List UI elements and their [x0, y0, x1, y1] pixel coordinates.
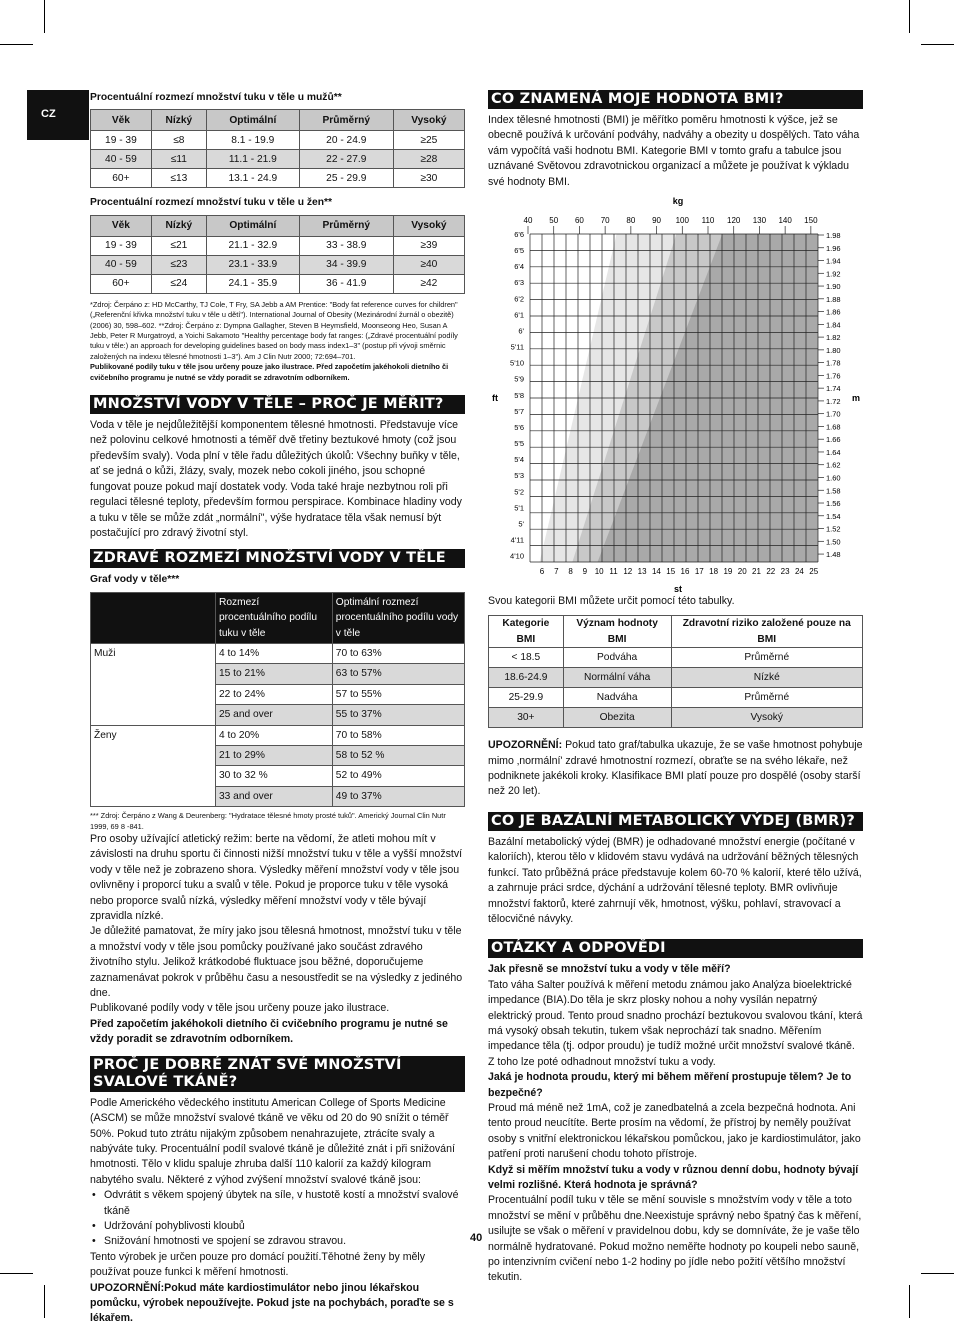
m-tick-label: 1.66 — [826, 435, 841, 445]
fat-sources-note — [90, 300, 465, 383]
faq-question-3: Když si měřím množství tuku a vody v různou denní dobu, hodnoty bývají velmi rozlišné. Která hodnota je správná? — [488, 1163, 859, 1191]
table-header: Nízký — [151, 110, 206, 131]
ft-tick-label: 5'5 — [514, 439, 524, 449]
faq-question-1: Jak přesně se množství tuku a vody v těle měří? — [488, 963, 731, 976]
table-cell: 60+ — [91, 169, 152, 188]
st-tick-label: 19 — [723, 567, 733, 577]
water-source-note: *** Zdroj: Čerpáno z Wang & Deurenberg: "Hydratace tělesné hmoty prosté tuků". Americký Journal Clin Nutr 1999, 69 8 -841. — [90, 811, 446, 831]
bmi-table-intro: Svou kategorii BMI můžete určit pomocí této tabulky. — [488, 595, 735, 608]
table-cell: Nízké — [671, 668, 862, 688]
m-tick-label: 1.98 — [826, 231, 841, 241]
table-row — [91, 169, 465, 188]
table-cell: 55 to 37% — [332, 705, 464, 725]
st-tick-label: 23 — [780, 567, 790, 577]
water-chart-subtitle: Graf vody v těle*** — [90, 574, 180, 586]
list-item: • Snižování hmotnosti ve spojení se zdravou stravou. — [104, 1234, 465, 1249]
kg-tick-label: 150 — [804, 216, 818, 226]
kg-tick-label: 120 — [727, 216, 741, 226]
tracking-paragraph: Je důležité pamatovat, že míry jako jsou tělesná hmotnost, množství tuku v těle a množství vody v těle jsou pomůcky používané jako součást zdravého životního stylu. Jelikož krátkodobé fluktuace jsou běžné, doporučujeme zaznamenávat pokrok v průběhu času a nesoustředit se na výsledky z jediného dne. — [90, 925, 463, 1000]
m-tick-label: 1.80 — [826, 345, 841, 355]
table-cell: 22 to 24% — [216, 684, 333, 704]
m-tick-label: 1.88 — [826, 294, 841, 304]
st-tick-label: 20 — [737, 567, 747, 577]
m-tick-label: 1.84 — [826, 320, 841, 330]
list-item: • Odvrátit s věkem spojený úbytek na síle, v hustotě kostí a množství svalové tkáně — [104, 1188, 465, 1219]
table-cell: 20 - 24.9 — [299, 131, 393, 150]
m-tick-label: 1.68 — [826, 422, 841, 432]
m-tick-label: 1.92 — [826, 269, 841, 279]
table-cell: ≤8 — [151, 131, 206, 150]
ft-tick-label: 6' — [518, 326, 524, 336]
fat-sources-text: *Zdroj: Čerpáno z: HD McCarthy, TJ Cole, T Fry, SA Jebb a AM Prentice: "Body fat reference curves for children" („Referenční křivka množství tuku v těle u dětí"). International Journal of Obesity (Mezinárodní žurnál o obezitě) (2006) 30, 598–602. **Zdroj: Čerpáno z: Dympna Gallagher, Steven B Heymsfield, Moonseong Heo, Susan A Jebb, Peter R Murgatroyd, a Yoichi Sakamoto "Healthy percentage body fat ranges: („Zdravé procentuální podíly tuku v těle:) an approach for developing guidelines based on body mass index1–3" (postup při vývoji směrnic založených na indexu tělesné hmotnosti 1–3"). Am J Clin Nutr 2000; 72:694–701. — [90, 299, 458, 361]
table-cell: ≥30 — [393, 169, 464, 188]
table-cell: ≤21 — [151, 236, 206, 255]
st-tick-label: 6 — [539, 567, 545, 577]
table-cell: 4 to 20% — [216, 725, 333, 745]
table-header: Optimální — [206, 110, 299, 131]
ft-tick-label: 5'9 — [514, 374, 524, 384]
table-header-row — [91, 592, 465, 643]
m-tick-label: 1.74 — [826, 384, 841, 394]
table-header: Optimální — [206, 215, 299, 236]
bmi-table — [488, 615, 863, 728]
kg-tick-label: 60 — [574, 216, 584, 226]
fat-disclaimer: Publikované podíly tuku v těle jsou určeny pouze jako ilustrace. Před započetím jakéhokoli dietního či cvičebního programu je nutné se vždy poradit se zdravotním odborníkem. — [90, 362, 449, 382]
faq-question-2: Jaká je hodnota proudu, který mi během měření prostupuje tělem? Je to bezpečné? — [488, 1071, 852, 1099]
kg-tick-label: 80 — [626, 216, 636, 226]
table-header: Věk — [91, 215, 152, 236]
table-header: Průměrný — [299, 110, 393, 131]
st-tick-label: 16 — [680, 567, 690, 577]
table-cell: ≥39 — [393, 236, 464, 255]
m-tick-label: 1.82 — [826, 333, 841, 343]
pacemaker-warning: Pokud máte kardiostimulátor nebo jinou lékařskou pomůcku, výrobek nepoužívejte. Pokud jste na pochybách, poraďte se s lékařem. — [90, 1281, 454, 1325]
st-tick-label: 18 — [709, 567, 719, 577]
crop-mark — [44, 1285, 45, 1318]
table-row — [489, 668, 863, 688]
st-tick-label: 14 — [651, 567, 661, 577]
table-row — [489, 708, 863, 728]
table-header-row — [489, 616, 863, 648]
crop-mark — [921, 1273, 954, 1274]
table-cell: 11.1 - 21.9 — [206, 150, 299, 169]
table-cell: 63 to 57% — [332, 664, 464, 684]
crop-mark — [909, 1285, 910, 1318]
table-header: Kategorie BMI — [489, 616, 564, 648]
ft-tick-label: 6'4 — [514, 262, 524, 272]
warning-label: UPOZORNĚNÍ: — [90, 1281, 165, 1294]
table-cell: 33 - 38.9 — [299, 236, 393, 255]
kg-tick-label: 40 — [523, 216, 533, 226]
table-cell: 19 - 39 — [91, 236, 152, 255]
water-disclaimer: Před započetím jakéhokoli dietního či cvičebního programu je nutné se vždy poradit se zdravotním odborníkem. — [90, 1017, 448, 1046]
crop-mark — [0, 1273, 33, 1274]
table-header: Vysoký — [393, 110, 464, 131]
bmi-heading: CO ZNAMENÁ MOJE HODNOTA BMI? — [488, 90, 863, 109]
st-tick-label: 15 — [666, 567, 676, 577]
bmr-heading: CO JE BAZÁLNÍ METABOLICKÝ VÝDEJ (BMR)? — [488, 812, 863, 831]
athlete-paragraph: Pro osoby užívající atletický režim: berte na vědomí, že atleti mohou mít v závislosti na druhu sportu či činnosti nižší množství tuku v těle a vyšší množství vody v těle než je zobrazeno shora. Výsledky měření množství vody v těle jsou ovlivněny i proporcí tuku a svalů v těle. Pokud je proporce tuku v těle vysoká nebo proporce svalů nízká, výsledky měření množství vody v těle bývají zpravidla nízké. — [90, 833, 463, 923]
table-cell: 40 - 59 — [91, 255, 152, 274]
faq-answer-2: Proud má méně než 1mA, což je zanedbatelná a zcela bezpečná hodnota. Ani tento proud neucítíte. Berte prosím na vědomí, že přístroj by neměly používat osoby s vnitřní elektronickou lékařskou pomůckou, jako je kardiostimulátor, jako patření proti narušení chodu tohoto přístroje. — [488, 1101, 861, 1161]
bmi-warning-text: Pokud tato graf/tabulka ukazuje, že se vaše hmotnost pohybuje mimo ‚normální' zdravé hmotnostní rozmezí, obraťte se na svého lékaře, než podniknete jakékoli kroky. Klasifikace BMI platí pouze pro dospělé (osoby starší než 20 let). — [488, 739, 863, 798]
table-row — [91, 131, 465, 150]
table-cell: 13.1 - 24.9 — [206, 169, 299, 188]
table-cell: 15 to 21% — [216, 664, 333, 684]
table-header: Věk — [91, 110, 152, 131]
bmr-text: Bazální metabolický výdej (BMR) je odhadované množství energie (počítané v kaloriích), kterou tělo v klidovém stavu vydává na udržování běžných tělesných funkcí. Tato průběžná práce představuje kolem 60-70 % kalorií, které tělo užívá, a zahrnuje práci srdce, dýchání a udržování tělesné teploty. BMR ovlivňuje množství faktorů, které zahrnují věk, hmotnost, výšku, pohlaví, stravovací a tělocvičné návyky. — [488, 835, 862, 925]
water-illustration-note: Publikované podíly vody v těle jsou určeny pouze jako ilustrace. — [90, 1002, 390, 1015]
water-why-text: Voda v těle je nejdůležitější komponentem tělesné hmotnosti. Představuje více než polovinu celkové hmotnosti a téměř dvě třetiny beztukové hmoty (což jsou především svaly). Voda plní v těle řadu důležitých úkolů: Všechny buňky v těle, ať se jedná o kůži, žlázy, svaly, mozek nebo cokoli jiného, jsou schopné fungovat pouze pokud mají dostatek vody. Voda také hraje nezbytnou roli při regulaci tělesné teploty, především formou perspirace. Kombinace hladiny vody a tuku v těle se může zdát „normální", výše hydratace těla však nemusí být postačující pro zdravý životní styl. — [90, 419, 462, 539]
m-tick-label: 1.58 — [826, 486, 841, 496]
m-axis-label: m — [852, 393, 861, 404]
m-tick-label: 1.52 — [826, 524, 841, 534]
st-axis-label: st — [673, 584, 683, 595]
m-tick-label: 1.54 — [826, 511, 841, 521]
men-table-title: Procentuální rozmezí množství tuku v těle u mužů** — [90, 92, 342, 103]
water-table — [90, 592, 465, 807]
table-cell: ≤23 — [151, 255, 206, 274]
table-header-row — [91, 110, 465, 131]
table-header-row — [91, 215, 465, 236]
table-cell: 57 to 55% — [332, 684, 464, 704]
table-row — [91, 274, 465, 293]
kg-axis-label: kg — [672, 196, 684, 207]
ft-tick-label: 4'11 — [510, 535, 524, 545]
women-table-title: Procentuální rozmezí množství tuku v těle u žen** — [90, 197, 333, 209]
table-row — [91, 643, 465, 663]
m-tick-label: 1.70 — [826, 409, 841, 419]
m-tick-label: 1.56 — [826, 499, 841, 509]
table-row — [489, 688, 863, 708]
kg-tick-label: 90 — [652, 216, 662, 226]
crop-mark — [921, 44, 954, 45]
table-header: Vysoký — [393, 215, 464, 236]
ft-tick-label: 5'1 — [514, 503, 524, 513]
bmi-text: Index tělesné hmotnosti (BMI) je měřítko poměru hmotnosti k výšce, jež se obecně používá k určování podváhy, nadváhy a obezity u dospělých. Tato váha vám vypočítá vaši hodnotu BMI. Kategorie BMI v tomto grafu a tabulce jsou uznávané Světovou zdravotnickou organizací a můžete je používat k výkladu své hodnoty BMI. — [488, 114, 860, 188]
ft-tick-label: 5'10 — [510, 358, 524, 368]
table-cell: 21 to 29% — [216, 745, 333, 765]
ft-tick-label: 5'4 — [514, 455, 524, 465]
ft-tick-label: 6'5 — [514, 246, 524, 256]
table-row — [91, 236, 465, 255]
table-header: Rozmezí procentuálního podílu tuku v těle — [216, 592, 333, 643]
st-tick-label: 25 — [809, 567, 819, 577]
m-tick-label: 1.64 — [826, 447, 841, 457]
st-tick-label: 24 — [794, 567, 804, 577]
kg-tick-label: 50 — [549, 216, 559, 226]
muscle-benefits-list — [90, 1188, 465, 1250]
table-cell: 19 - 39 — [91, 131, 152, 150]
table-cell: 4 to 14% — [216, 643, 333, 663]
table-cell: Normální váha — [563, 668, 671, 688]
table-cell: < 18.5 — [489, 648, 564, 668]
table-cell: ≥25 — [393, 131, 464, 150]
ft-tick-label: 5'11 — [510, 342, 524, 352]
ft-tick-label: 4'10 — [510, 551, 524, 561]
table-header: Význam hodnoty BMI — [563, 616, 671, 648]
table-cell: 70 to 58% — [332, 725, 464, 745]
ft-tick-label: 5'3 — [514, 471, 524, 481]
table-cell: 36 - 41.9 — [299, 274, 393, 293]
kg-tick-label: 70 — [600, 216, 610, 226]
ft-tick-label: 6'2 — [514, 294, 524, 304]
bmi-warning-label: UPOZORNĚNÍ: — [488, 739, 563, 752]
faq-answer-3: Procentuální podíl tuku v těle se mění souvisle s množstvím vody v těle a toto množství se mění v průběhu dne.Neexistuje správný nebo špatný čas k měření, usilujte se však o měření v pravidelnou dobu, kdy se domníváte, že je vaše tělo normálně hydratované. Pokud možno neměřte hodnoty po koupeli nebo sauně, po intenzivním cvičení nebo 1-2 hodiny po jídle nebo požití většího množství tekutin. — [488, 1194, 862, 1284]
table-cell: 49 to 37% — [332, 786, 464, 806]
table-cell: Vysoký — [671, 708, 862, 728]
table-cell: Průměrné — [671, 688, 862, 708]
table-cell: 25-29.9 — [489, 688, 564, 708]
st-tick-label: 12 — [623, 567, 633, 577]
gender-label: Ženy — [91, 725, 216, 807]
ft-tick-label: 6'6 — [514, 230, 524, 240]
page-number: 40 — [470, 1232, 483, 1244]
ft-tick-label: 5'2 — [514, 487, 524, 497]
table-cell: ≤13 — [151, 169, 206, 188]
table-cell: ≤11 — [151, 150, 206, 169]
kg-tick-label: 100 — [675, 216, 689, 226]
crop-mark — [44, 0, 45, 33]
table-row — [91, 150, 465, 169]
faq-heading: OTÁZKY A ODPOVĚDI — [488, 939, 863, 958]
faq-answer-1: Tato váha Salter používá k měření metodu známou jako Analýza bioelektrické impedance (BIA).Do těla je skrz plosky nohou a nohy vysílán nepatrný elektrický proud. Tento proud snadno prochází beztukovou svalovou tkání, která má vysoký obsah tekutin, tukem však neprochází tak snadno. Měřením impedance těla (tj. odpor proudu) je tudíž možné určit množství svalové tkáně. Z toho lze poté odhadnout množství tuku a vody. — [488, 978, 863, 1068]
m-tick-label: 1.78 — [826, 358, 841, 368]
left-column — [90, 88, 465, 1327]
table-cell: 52 to 49% — [332, 766, 464, 786]
table-cell: 18.6-24.9 — [489, 668, 564, 688]
table-header: Zdravotní riziko založené pouze na BMI — [671, 616, 862, 648]
crop-mark — [0, 44, 33, 45]
st-tick-label: 9 — [582, 567, 588, 577]
table-row — [91, 255, 465, 274]
muscle-heading: PROČ JE DOBRÉ ZNÁT SVÉ MNOŽSTVÍ SVALOVÉ TKÁNĚ? — [90, 1056, 465, 1092]
bmi-chart — [488, 196, 863, 594]
table-cell: 23.1 - 33.9 — [206, 255, 299, 274]
table-cell: 22 - 27.9 — [299, 150, 393, 169]
m-tick-label: 1.60 — [826, 473, 841, 483]
table-cell: 34 - 39.9 — [299, 255, 393, 274]
m-tick-label: 1.96 — [826, 243, 841, 253]
ft-axis-label: ft — [492, 393, 498, 404]
m-tick-label: 1.48 — [826, 550, 841, 560]
ft-tick-label: 5' — [518, 519, 524, 529]
table-cell: 25 - 29.9 — [299, 169, 393, 188]
m-tick-label: 1.94 — [826, 256, 841, 266]
st-tick-label: 10 — [594, 567, 604, 577]
crop-mark — [909, 0, 910, 33]
st-tick-label: 8 — [568, 567, 573, 577]
table-cell: 58 to 52 % — [332, 745, 464, 765]
st-tick-label: 21 — [752, 567, 761, 577]
table-cell: ≥28 — [393, 150, 464, 169]
table-cell: 25 and over — [216, 705, 333, 725]
st-tick-label: 13 — [637, 567, 647, 577]
gender-label: Muži — [91, 643, 216, 725]
table-header: Průměrný — [299, 215, 393, 236]
ft-tick-label: 6'1 — [514, 310, 524, 320]
table-header: Optimální rozmezí procentuálního podílu vody v těle — [332, 592, 464, 643]
table-cell: ≥40 — [393, 255, 464, 274]
right-column — [488, 88, 863, 1286]
st-tick-label: 11 — [609, 567, 618, 577]
kg-tick-label: 110 — [701, 216, 715, 226]
m-tick-label: 1.86 — [826, 307, 841, 317]
muscle-text: Podle Amerického vědeckého institutu American College of Sports Medicine (ASCM) se může množství svalové tkáně ve věku od 20 do 90 snížit o téměř 50%. Pokud tuto ztrátu nijakým způsobem nenahrazujete, ztrácíte svaly a nabýváte tuky. Procentuální podíl svalové tkáně je důležité znát i při snižování hmotnosti. Tělo v klidu spaluje zhruba další 110 kalorií za každý kilogram nabytého svalu. Některé z výhod zvýšení množství svalové tkáně jsou: — [90, 1096, 455, 1186]
women-fat-table — [90, 215, 465, 294]
table-cell: 70 to 63% — [332, 643, 464, 663]
ft-tick-label: 5'7 — [514, 406, 524, 416]
table-row — [91, 725, 465, 745]
table-cell: ≥42 — [393, 274, 464, 293]
ft-tick-label: 5'6 — [514, 422, 524, 432]
list-item: • Udržování pohyblivosti kloubů — [104, 1219, 465, 1234]
table-cell: 8.1 - 19.9 — [206, 131, 299, 150]
home-use-text: Tento výrobek je určen pouze pro domácí použití.Těhotné ženy by měly používat pouze funkci k měření hmotnosti. — [90, 1250, 426, 1279]
table-cell: 21.1 - 32.9 — [206, 236, 299, 255]
m-tick-label: 1.90 — [826, 282, 841, 292]
kg-tick-label: 140 — [778, 216, 792, 226]
water-range-heading: ZDRAVÉ ROZMEZÍ MNOŽSTVÍ VODY V TĚLE — [90, 549, 465, 568]
table-header — [91, 592, 216, 643]
st-tick-label: 7 — [554, 567, 559, 577]
m-tick-label: 1.72 — [826, 396, 841, 406]
m-tick-label: 1.62 — [826, 460, 841, 470]
table-cell: 40 - 59 — [91, 150, 152, 169]
table-cell: Průměrné — [671, 648, 862, 668]
language-tab — [27, 90, 89, 140]
men-fat-table — [90, 109, 465, 188]
table-cell: Podváha — [563, 648, 671, 668]
table-cell: 33 and over — [216, 786, 333, 806]
ft-tick-label: 5'8 — [514, 390, 524, 400]
st-tick-label: 17 — [694, 567, 704, 577]
table-row — [489, 648, 863, 668]
kg-tick-label: 130 — [752, 216, 767, 226]
table-cell: 60+ — [91, 274, 152, 293]
table-cell: 24.1 - 35.9 — [206, 274, 299, 293]
table-cell: 30+ — [489, 708, 564, 728]
table-cell: 30 to 32 % — [216, 766, 333, 786]
table-cell: ≤24 — [151, 274, 206, 293]
m-tick-label: 1.50 — [826, 537, 841, 547]
water-why-heading: MNOŽSTVÍ VODY V TĚLE – PROČ JE MĚŘIT? — [90, 395, 465, 414]
language-tab-label: CZ — [41, 108, 56, 120]
ft-tick-label: 6'3 — [514, 278, 524, 288]
m-tick-label: 1.76 — [826, 371, 841, 381]
table-header: Nízký — [151, 215, 206, 236]
bmi-chart-container — [488, 196, 863, 594]
table-cell: Nadváha — [563, 688, 671, 708]
st-tick-label: 22 — [766, 567, 776, 577]
table-cell: Obezita — [563, 708, 671, 728]
